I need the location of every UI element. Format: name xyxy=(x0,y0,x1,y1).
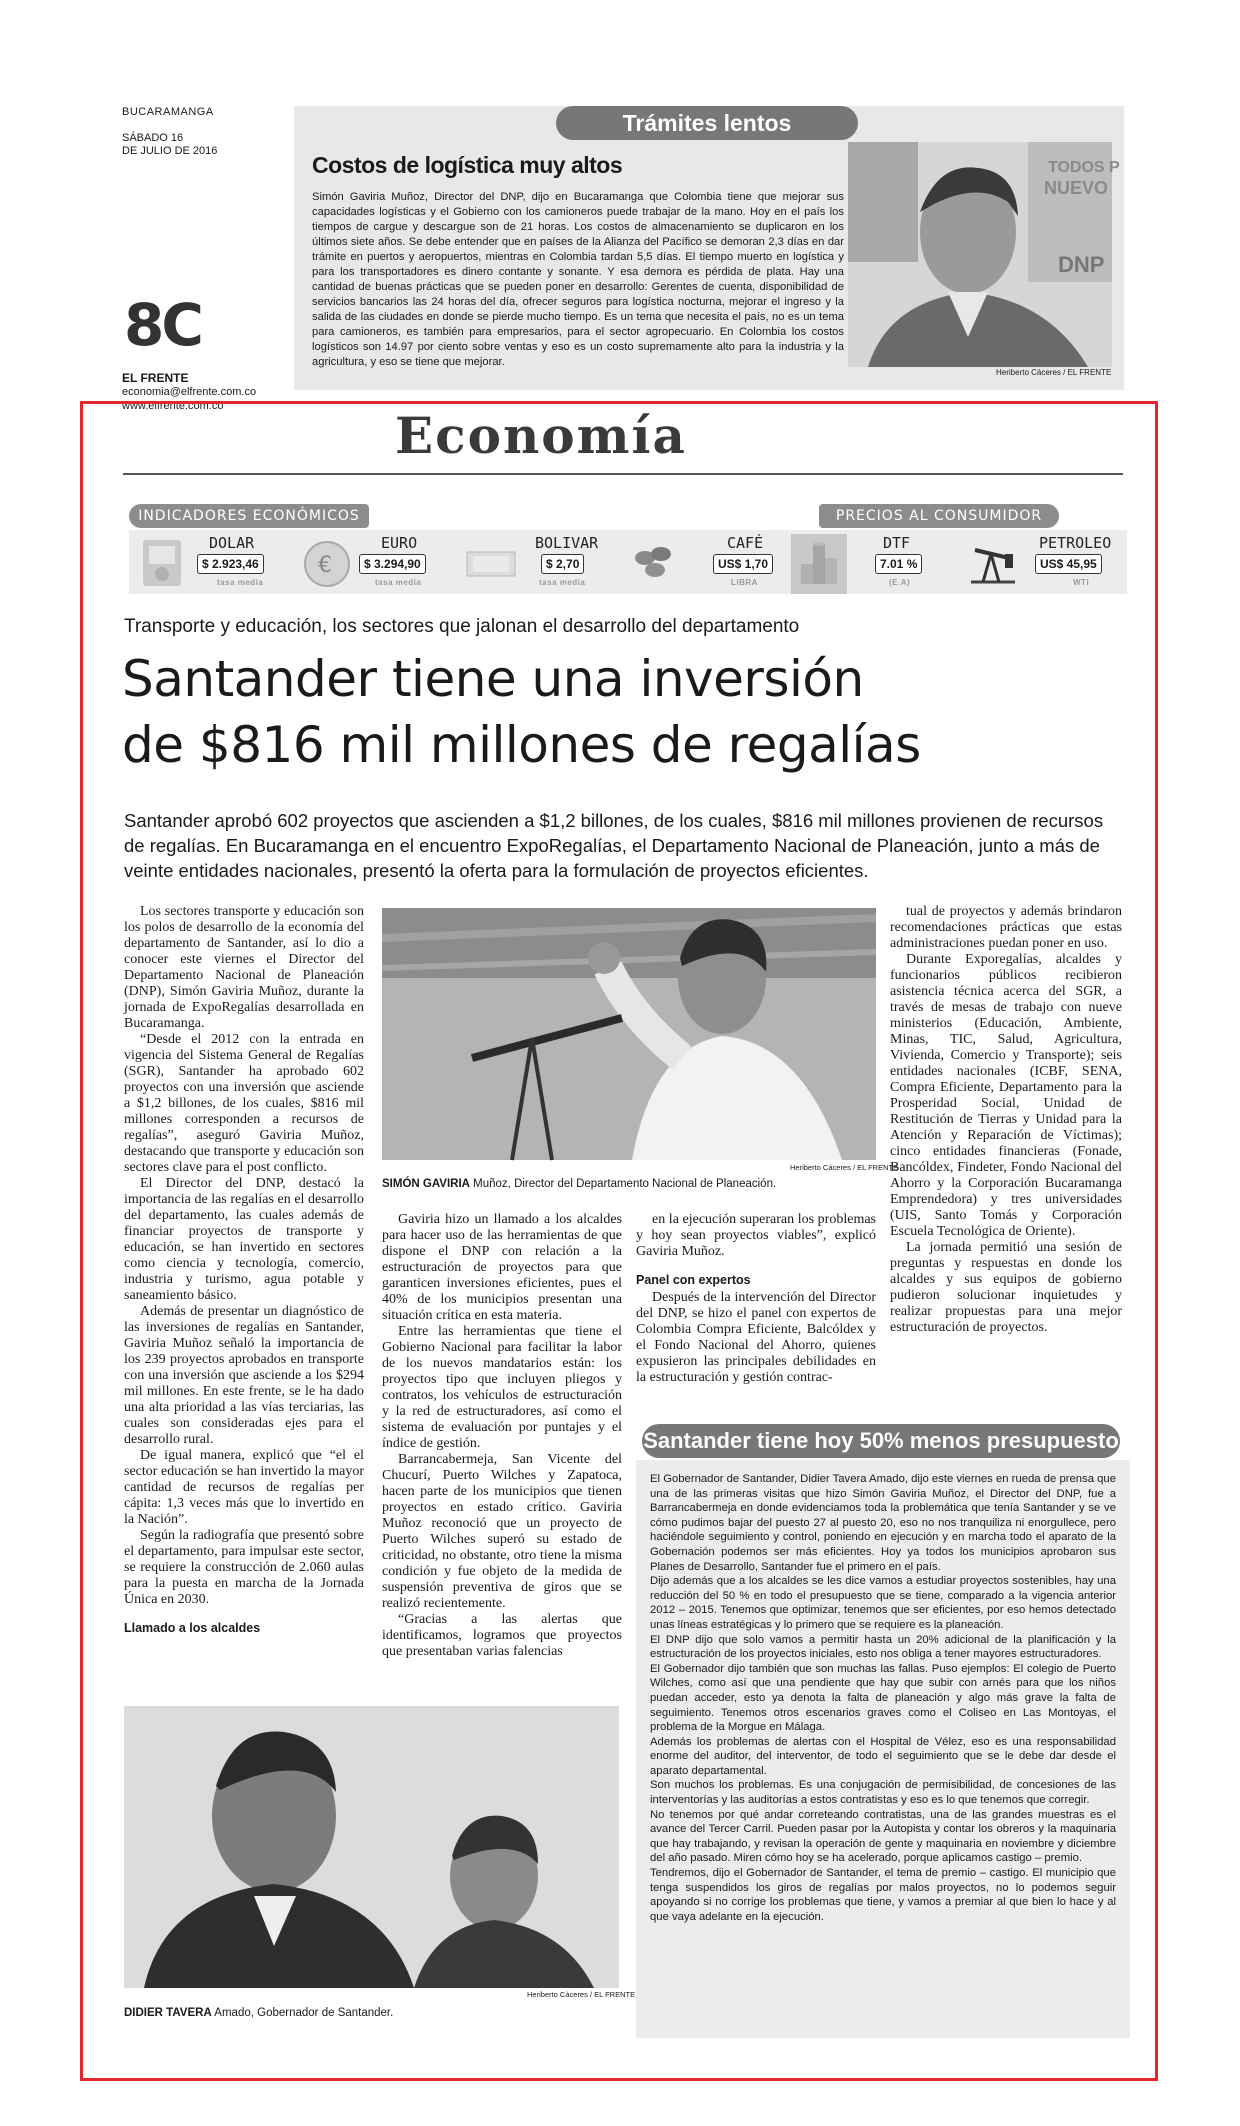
photo2-credit: Heriberto Cáceres / EL FRENTE xyxy=(527,1990,636,1999)
top-story-body: Simón Gaviria Muñoz, Director del DNP, dijo en Bucaramanga que Colombia tiene que mejorar sus capacidades logísticas y el Gobierno con los camioneros puede trabajar de la mano. Hoy en el país los tiempos de cargue y descargue son de 21 horas. Los costos de almacenamiento se duplicaron en los últimos siete años. Se debe entender que en países de la Alianza del Pacífico se demoran 2,3 días en dar trámite en puertos y aeropuertos, mientras en Colombia tardan 5,5 días. El tiempo muerto en logística y para los transportadores es dinero contante y sonante. Y esa demora es pérdida de plata. Hay una cantidad de buenas prácticas que se pueden poner en desarrollo: Gerentes de cuenta, disponibilidad de servicios bancarios las 24 horas del día, ofrecer seguros para logística nocturna, mejorar el ingreso y la salida de las ciudades en donde se pierde mucho tiempo. Es un tema que necesita el país, no es un tema para camioneros, es también para empresarios, para el sector agropecuario. En Colombia los costos logísticos son 14.97 por ciento sobre ventas y eso es un costo supremamente alto para la industria y la agricultura, y eso se tiene que mejorar. xyxy=(312,191,844,368)
section-divider xyxy=(123,473,1123,475)
didier-tavera-photo xyxy=(124,1706,619,1988)
simon-gaviria-photo xyxy=(382,908,876,1160)
article-subhead: Panel con expertos xyxy=(636,1273,751,1287)
article-headline[interactable]: Santander tiene una inversión de $816 mil millones de regalías xyxy=(122,650,921,774)
article-subhead: Llamado a los alcaldes xyxy=(124,1621,261,1635)
indicator-dtf: DTF 7.01 % (E.A) xyxy=(791,530,961,594)
photo1-caption: SIMÓN GAVIRIA Muñoz, Director del Departamento Nacional de Planeación. xyxy=(382,1178,777,1190)
sidebar-paragraph: No tenemos por qué andar correteando contratistas, una de las grandes muestras es el avance del Tercer Carril. Pueden pasar por la Autopista y contar los obreros y la maquinaria que hay trabajando, y revisan la operación de gente y maquinaria en noviembre y diciembre del año pasado. Miren cómo hoy se ha acelerado, porque aplicamos castigo – premio. xyxy=(650,1808,1116,1865)
article-paragraph: La jornada permitió una sesión de preguntas y respuestas en donde los alcaldes y sus equipos de gobierno pudieron solucionar inquietudes y realizar propuestas para una mejor estructuración de proyectos. xyxy=(890,1240,1122,1335)
photo2-caption: DIDIER TAVERA Amado, Gobernador de Santander. xyxy=(124,2007,394,2019)
sidebar-paragraph: Son muchos los problemas. Es una conjugación de permisibilidad, de concesiones de las interventorías y las auditorías a estos contratistas y eso es lo que tenemos que corregir. xyxy=(650,1779,1116,1807)
article-kicker: Transporte y educación, los sectores que jalonan el desarrollo del departamento xyxy=(124,616,800,637)
sidebar-text xyxy=(650,1472,1116,1924)
photo1-credit: Heriberto Cáceres / EL FRENTE xyxy=(790,1163,899,1172)
article-paragraph: Además de presentar un diagnóstico de las inversiones de regalías en Santander, Gaviria Muñoz señaló la importancia de los 239 proyectos aprobados en transporte con una inversión que asciende a los $294 mil millones. En este frente, se le ha dado una alta prioridad a las vías terciarias, las cuales son consideradas ejes para el desarrollo rural. xyxy=(124,1304,364,1447)
article-paragraph: tual de proyectos y además brindaron recomendaciones prácticas que estas administraciones puedan poner en uso. xyxy=(890,904,1122,951)
oil-pump-icon xyxy=(965,534,1021,590)
indicator-petroleo: PETROLEO US$ 45,95 WTI xyxy=(965,530,1125,594)
svg-text:€: € xyxy=(318,553,332,578)
website-link[interactable]: www.elfrente.com.co xyxy=(122,400,224,412)
sidebar-banner: Santander tiene hoy 50% menos presupuesto xyxy=(642,1424,1120,1458)
top-story-headline[interactable]: Costos de logística muy altos xyxy=(312,152,623,178)
sidebar-paragraph: El Gobernador dijo también que son muchas las fallas. Puso ejemplos: El colegio de Puerto Wilches, como así que una pendiente que hay que subir con arnés para que los niños puedan acceder, esto ya denota la falta de planeación y algo más grave la falta de seguimiento. Tenemos otros escenarios graves como el Coliseo en Las Montoyas, el problema de la Morgue en Málaga. xyxy=(650,1662,1116,1734)
article-paragraph: Gaviria hizo un llamado a los alcaldes para hacer uso de las herramientas de que dispone el DNP con relación a la estructuración de proyectos para que garanticen inversiones eficientes, pues el 40% de los municipios presentan una situación crítica en esta materia. xyxy=(382,1212,622,1323)
consumer-prices-tag: PRECIOS AL CONSUMIDOR xyxy=(819,504,1059,528)
article-column-1 xyxy=(124,904,364,1638)
date-label: SÁBADO 16 DE JULIO DE 2016 xyxy=(122,132,218,157)
page-number: 8C xyxy=(124,291,201,359)
sidebar-paragraph: Dijo además que a los alcaldes se les dice vamos a estudiar proyectos sostenibles, hay una reducción del 50 % en todo el presupuesto que se tiene, comparado a la vigencia anterior 2012 – 2015. Tenemos que optimizar, tenemos que ser eficientes, por eso hemos detectado unas líneas estratégicas y lo primero que se requiere es la planeación. xyxy=(650,1575,1116,1631)
top-story-box xyxy=(294,106,1124,390)
indicator-bolivar: BOLIVAR $ 2,70 tasa media xyxy=(463,530,623,594)
article-paragraph: Barrancabermeja, San Vicente del Chucurí, Puerto Wilches y Zapatoca, hacen parte de los municipios que tienen proyectos en estado crítico. Gaviria Muñoz reconoció que un proyecto de Puerto Wilches superó su estado de criticidad, no obstante, otro tiene la misma condición y fue objeto de la medida de suspensión preventiva de giros que se realizó recientemente. xyxy=(382,1452,622,1611)
sidebar-box xyxy=(636,1460,1130,2038)
sidebar-paragraph: Tendremos, dijo el Gobernador de Santander, el tema de premio – castigo. El municipio que tenga suspendidos los giros de regalías por malos proyectos, no lo podemos seguir apoyando si no corrige los problemas que tiene, y vamos a premiar al que bien lo hace y al que vaya adelante en la ejecución. xyxy=(650,1867,1116,1923)
email-link[interactable]: economia@elfrente.com.co xyxy=(122,386,257,398)
section-title: Economía xyxy=(395,406,687,465)
indicator-dolar: DOLAR $ 2.923,46 tasa media xyxy=(135,530,295,594)
brand-name: EL FRENTE xyxy=(122,371,189,385)
article-paragraph: El Director del DNP, destacó la importancia de las regalías en el desarrollo del departamento, las cuales además de financiar proyectos de transporte y educación, se han invertido en sectores como ciencia y tecnología, comercio, industria y turismo, agua potable y saneamiento básico. xyxy=(124,1176,364,1303)
masthead xyxy=(122,106,292,412)
top-story-photo-credit: Heriberto Cáceres / EL FRENTE xyxy=(996,368,1112,377)
euro-icon xyxy=(299,534,355,590)
article-paragraph: “Gracias a las alertas que identificamos, logramos que proyectos que presentaban varias falencias xyxy=(382,1612,622,1659)
coffee-beans-icon xyxy=(627,534,683,590)
article-paragraph: Según la radiografía que presentó sobre el departamento, para impulsar este sector, se requiere la construcción de 2.060 aulas para la puesta en marcha de la Jornada Única en 2030. xyxy=(124,1528,364,1607)
article-column-3 xyxy=(636,1212,876,1386)
portrait-photo-icon xyxy=(848,142,1120,367)
coins-icon xyxy=(791,534,847,590)
article-paragraph: Entre las herramientas que tiene el Gobierno Nacional para facilitar la labor de los nuevos mandatarios están: los proyectos tipo que incluyen pliegos y contratos, los vehículos de estructuración y la red de estructuradores, así como el sistema de evaluación por puntajes y el índice de gestión. xyxy=(382,1324,622,1451)
top-story-banner: Trámites lentos xyxy=(556,106,858,140)
sidebar-paragraph: Además los problemas de alertas con el Hospital de Vélez, eso es una responsabilidad enorme del auditor, del interventor, de todo el seguimiento que se le debe dar desde el aparato departamental. xyxy=(650,1735,1116,1777)
dollar-icon xyxy=(135,534,191,590)
bolivar-icon xyxy=(463,534,519,590)
article-paragraph: Durante Exporegalías, alcaldes y funcionarios públicos recibieron asistencia técnica acerca del SGR, a través de mesas de trabajo con nueve ministerios (Educación, Ambiente, Minas, TIC, Salud, Agricultura, Vivienda, Comercio y Transporte); seis entidades nacionales (ICBF, SENA, Compra Eficiente, Departamento para la Prosperidad Social, Unidad de Restitución de Tierras y Unidad para la Atención y Reparación de Víctimas); cinco entidades financieras (Fonade, Bancóldex, Findeter, Fondo Nacional del Ahorro y la Corporación Bucaramanga Emprendedora) y tres universidades (UIS, Santo Tomás y Corporación Escuela Tecnológica de Oriente). xyxy=(890,952,1122,1239)
article-column-4 xyxy=(890,904,1122,1336)
governor-photo-icon xyxy=(124,1706,619,1988)
indicator-cafe: CAFÉ US$ 1,70 LIBRA xyxy=(627,530,787,594)
svg-text:DNP: DNP xyxy=(1058,252,1105,277)
sidebar-paragraph: El DNP dijo que solo vamos a permitir hasta un 20% adicional de la planificación y la estructuración de los proyectos iniciales, esto nos obliga a tener mayores estructuradores. xyxy=(650,1633,1116,1661)
svg-text:NUEVO: NUEVO xyxy=(1044,178,1109,198)
article-column-2 xyxy=(382,1212,622,1660)
svg-text:TODOS P: TODOS P xyxy=(1048,159,1120,176)
article-paragraph: Los sectores transporte y educación son los polos de desarrollo de la economía del departamento de Santander, así lo dio a conocer este viernes el Director del Departamento Nacional de Planeación (DNP), Simón Gaviria Muñoz, durante la jornada de ExpoRegalías desarrollada en Bucaramanga. xyxy=(124,904,364,1031)
article-paragraph: Después de la intervención del Director del DNP, se hizo el panel con expertos de Colombia Compra Eficiente, Balcóldex y el Fondo Nacional del Ahorro, quienes expusieron las principales debilidades en la estructuración y gestión contrac- xyxy=(636,1290,876,1385)
indicator-euro: € EURO $ 3.294,90 tasa media xyxy=(299,530,459,594)
article-paragraph: “Desde el 2012 con la entrada en vigencia del Sistema General de Regalías (SGR), Santander ha aprobado 602 proyectos con una inversión que asciende a $1,2 billones, de los cuales, $816 mil millones corresponden a recursos de regalías”, aseguró Gaviria Muñoz, destacando que transporte y educación son sectores clave para el post conflicto. xyxy=(124,1032,364,1175)
article-lead: Santander aprobó 602 proyectos que ascienden a $1,2 billones, de los cuales, $816 mil millones provienen de recursos de regalías. En Bucaramanga en el encuentro ExpoRegalías, el Departamento Nacional de Planeación, junto a más de veinte entidades nacionales, presentó la oferta para la formulación de proyectos eficientes. xyxy=(124,810,1104,881)
indicators-strip xyxy=(123,500,1127,598)
article-paragraph: en la ejecución superaran los problemas y hoy sean proyectos viables”, explicó Gaviria Muñoz. xyxy=(636,1212,876,1259)
speaker-photo-icon xyxy=(382,908,876,1160)
sidebar-paragraph: El Gobernador de Santander, Didier Tavera Amado, dijo este viernes en rueda de prensa que una de las primeras visitas que hizo Simón Gaviria Muñoz, el Director del DNP, fue a Barrancabermeja en donde evidenciamos toda la problemática que tenía Santander y se ve cómo pudimos bajar del puesto 27 al puesto 20, eso no nos tranquiliza ni enorgullece, pero haciéndole seguimiento y control, poniendo en ejecución y en marcha todo el aparato de la Gobernación podemos ser más eficientes. Hoy ya todos los municipios aprobaron sus Planes de Desarrollo, Santander fue el primero en el país. xyxy=(650,1473,1116,1573)
city-label: BUCARAMANGA xyxy=(122,106,214,118)
top-story-photo xyxy=(848,142,1120,367)
article-paragraph: De igual manera, explicó que “el el sector educación se han invertido la mayor cantidad de recursos de regalías per cápita: 1,3 veces más que lo invertido en la Nación”. xyxy=(124,1448,364,1527)
economic-indicators-tag: INDICADORES ECONÓMICOS xyxy=(129,504,369,528)
